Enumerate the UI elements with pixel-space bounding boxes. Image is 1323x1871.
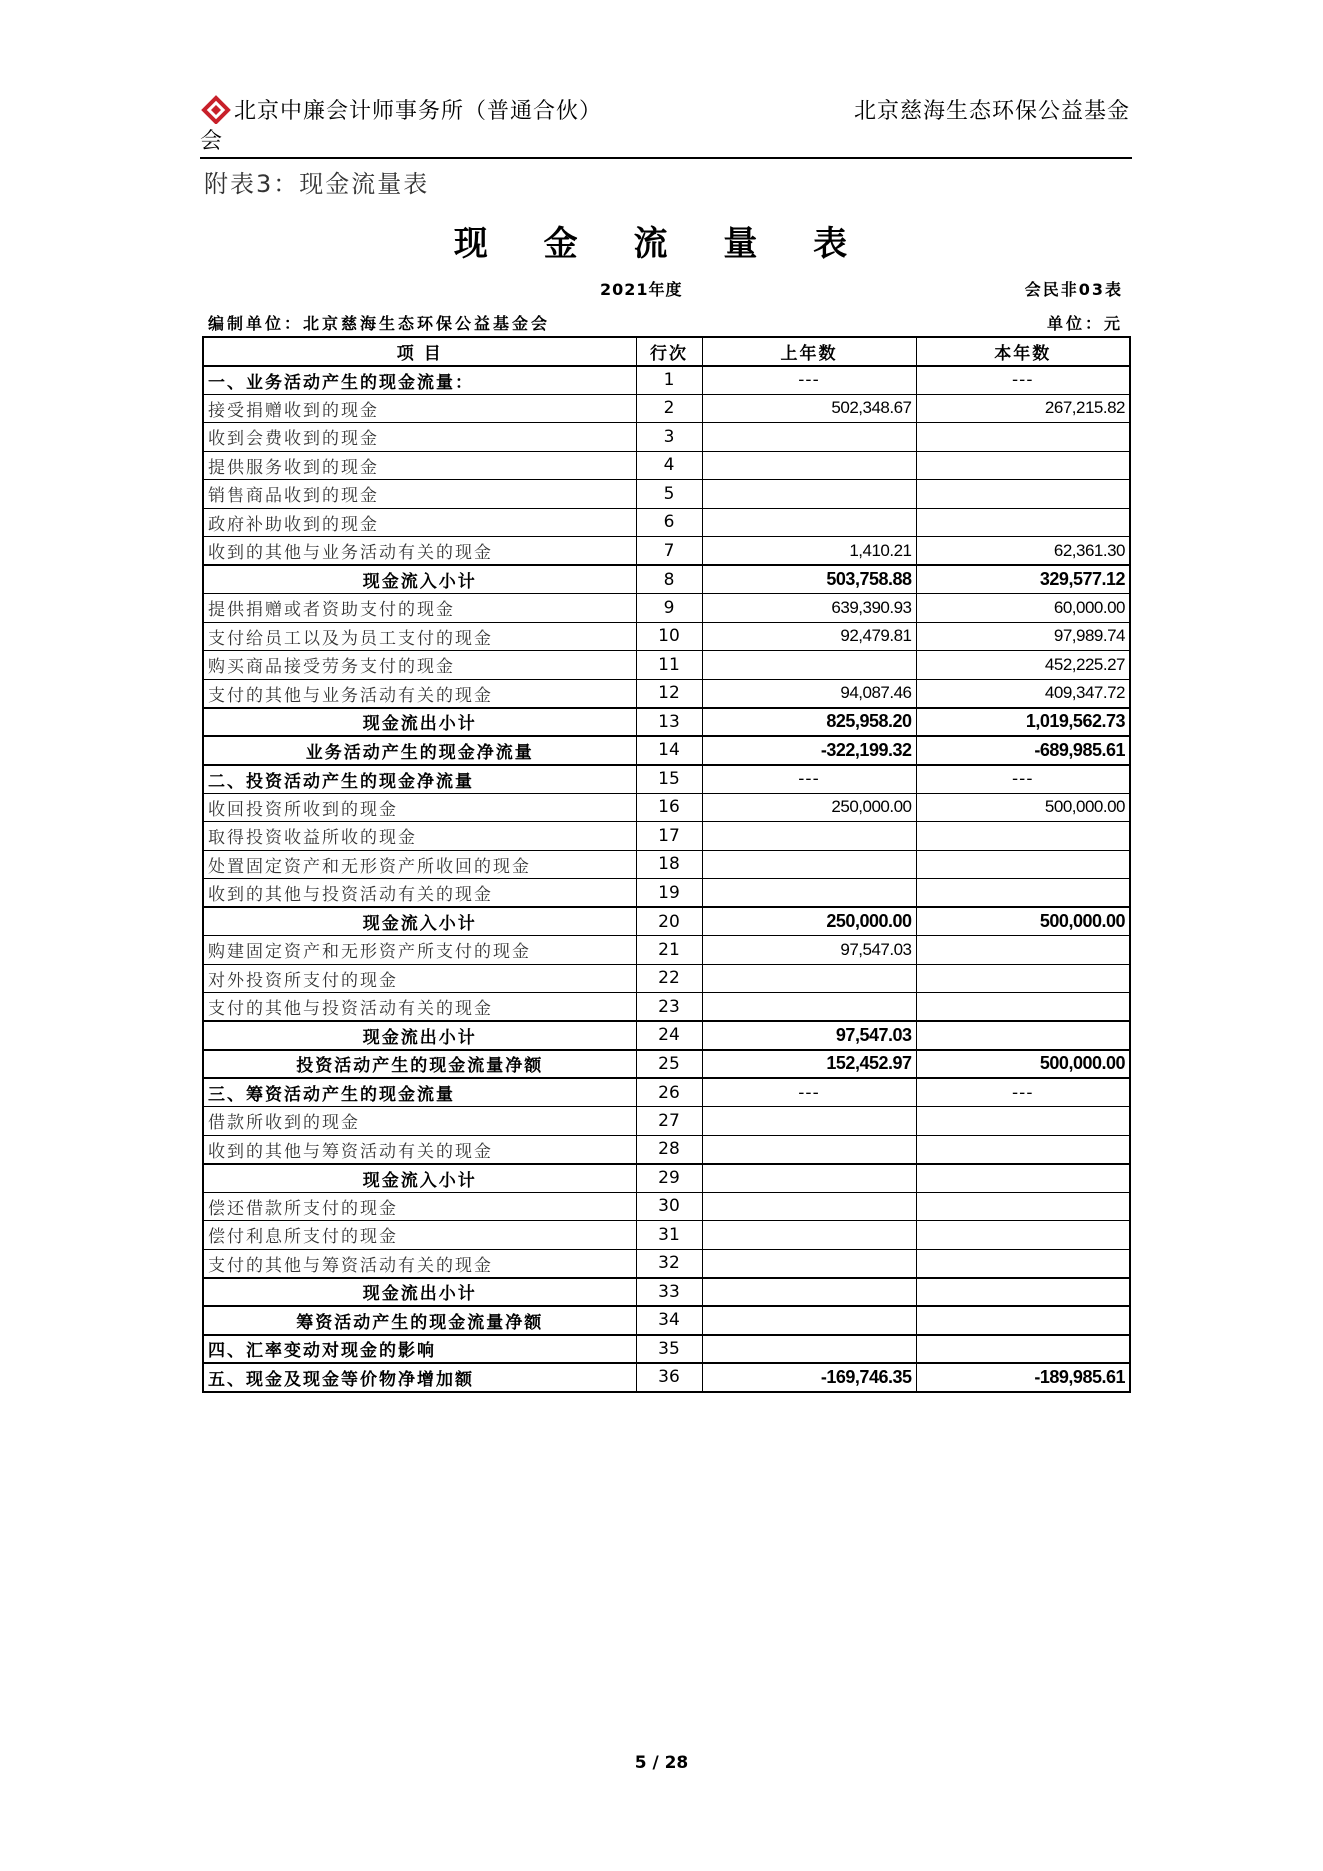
row-item: 业务活动产生的现金净流量 (203, 736, 636, 765)
table-row (203, 822, 1130, 851)
table-row (203, 480, 1130, 509)
report-year: 2021年度 (600, 280, 683, 299)
row-number: 10 (636, 622, 702, 651)
table-row (203, 736, 1130, 765)
prior-year-value: -322,199.32 (702, 736, 916, 765)
table-row (203, 394, 1130, 423)
prior-year-value: 97,547.03 (702, 1021, 916, 1050)
row-item: 现金流出小计 (203, 1021, 636, 1050)
table-row (203, 879, 1130, 908)
table-row (203, 850, 1130, 879)
row-number: 5 (636, 480, 702, 509)
header-divider (200, 157, 1132, 159)
table-row (203, 594, 1130, 623)
table-row (203, 993, 1130, 1022)
attachment-label: 附表3：现金流量表 (204, 170, 430, 198)
table-row (203, 622, 1130, 651)
prior-year-value (702, 822, 916, 851)
table-row (203, 765, 1130, 794)
prior-year-value (702, 1135, 916, 1164)
row-number: 1 (636, 366, 702, 395)
row-number: 12 (636, 679, 702, 708)
row-number: 22 (636, 964, 702, 993)
current-year-value (916, 1164, 1130, 1193)
prior-year-value: 502,348.67 (702, 394, 916, 423)
column-header-row-no: 行次 (636, 337, 702, 366)
row-item: 投资活动产生的现金流量净额 (203, 1050, 636, 1079)
current-year-value: 409,347.72 (916, 679, 1130, 708)
table-row (203, 1078, 1130, 1107)
currency-unit: 单位：元 (1046, 314, 1123, 333)
row-item: 购建固定资产和无形资产所支付的现金 (203, 936, 636, 965)
prior-year-value (702, 480, 916, 509)
prior-year-value (702, 850, 916, 879)
row-item: 偿还借款所支付的现金 (203, 1192, 636, 1221)
row-item: 五、现金及现金等价物净增加额 (203, 1363, 636, 1392)
current-year-value: -689,985.61 (916, 736, 1130, 765)
row-item: 支付的其他与业务活动有关的现金 (203, 679, 636, 708)
prior-year-value (702, 1335, 916, 1364)
prior-year-value (702, 451, 916, 480)
table-row (203, 451, 1130, 480)
prepared-by: 编制单位：北京慈海生态环保公益基金会 (208, 314, 551, 333)
prior-year-value (702, 1221, 916, 1250)
row-item: 收到的其他与投资活动有关的现金 (203, 879, 636, 908)
current-year-value (916, 480, 1130, 509)
current-year-value (916, 879, 1130, 908)
current-year-value (916, 1135, 1130, 1164)
page-number: 5 / 28 (634, 1753, 689, 1773)
table-row (203, 936, 1130, 965)
row-number: 31 (636, 1221, 702, 1250)
current-year-value: --- (916, 1078, 1130, 1107)
current-year-value: 500,000.00 (916, 793, 1130, 822)
current-year-value: 62,361.30 (916, 537, 1130, 566)
current-year-value (916, 936, 1130, 965)
row-number: 20 (636, 907, 702, 936)
page-title: 现 金 流 量 表 (453, 224, 870, 264)
row-number: 36 (636, 1363, 702, 1392)
row-number: 25 (636, 1050, 702, 1079)
table-row (203, 1278, 1130, 1307)
row-item: 筹资活动产生的现金流量净额 (203, 1306, 636, 1335)
row-item: 对外投资所支付的现金 (203, 964, 636, 993)
row-number: 3 (636, 423, 702, 452)
table-row (203, 423, 1130, 452)
table-row (203, 1107, 1130, 1136)
row-number: 26 (636, 1078, 702, 1107)
row-number: 7 (636, 537, 702, 566)
table-row (203, 907, 1130, 936)
current-year-value (916, 964, 1130, 993)
prior-year-value (702, 1107, 916, 1136)
row-item: 收到的其他与筹资活动有关的现金 (203, 1135, 636, 1164)
prior-year-value (702, 964, 916, 993)
row-item: 现金流入小计 (203, 565, 636, 594)
prior-year-value: 825,958.20 (702, 708, 916, 737)
row-item: 借款所收到的现金 (203, 1107, 636, 1136)
column-header-prior-year: 上年数 (702, 337, 916, 366)
row-number: 33 (636, 1278, 702, 1307)
table-row (203, 1363, 1130, 1392)
prior-year-value: --- (702, 765, 916, 794)
prior-year-value (702, 508, 916, 537)
row-item: 偿付利息所支付的现金 (203, 1221, 636, 1250)
row-number: 2 (636, 394, 702, 423)
row-item: 提供服务收到的现金 (203, 451, 636, 480)
row-number: 16 (636, 793, 702, 822)
row-item: 收到的其他与业务活动有关的现金 (203, 537, 636, 566)
table-row (203, 679, 1130, 708)
prior-year-value (702, 1192, 916, 1221)
table-row (203, 1164, 1130, 1193)
client-name-continued: 会 (200, 129, 223, 154)
table-row (203, 1249, 1130, 1278)
row-number: 21 (636, 936, 702, 965)
table-row (203, 1135, 1130, 1164)
current-year-value (916, 423, 1130, 452)
row-item: 收到会费收到的现金 (203, 423, 636, 452)
table-row (203, 366, 1130, 395)
current-year-value: 267,215.82 (916, 394, 1130, 423)
prior-year-value: --- (702, 1078, 916, 1107)
row-item: 销售商品收到的现金 (203, 480, 636, 509)
table-row (203, 708, 1130, 737)
current-year-value: 60,000.00 (916, 594, 1130, 623)
table-row (203, 537, 1130, 566)
row-number: 27 (636, 1107, 702, 1136)
row-item: 取得投资收益所收的现金 (203, 822, 636, 851)
current-year-value: 329,577.12 (916, 565, 1130, 594)
row-number: 19 (636, 879, 702, 908)
column-header-item: 项 目 (203, 337, 636, 366)
row-item: 收回投资所收到的现金 (203, 793, 636, 822)
prior-year-value (702, 651, 916, 680)
row-item: 现金流出小计 (203, 1278, 636, 1307)
row-item: 四、汇率变动对现金的影响 (203, 1335, 636, 1364)
current-year-value (916, 993, 1130, 1022)
current-year-value: --- (916, 366, 1130, 395)
prior-year-value: -169,746.35 (702, 1363, 916, 1392)
row-number: 24 (636, 1021, 702, 1050)
row-number: 29 (636, 1164, 702, 1193)
current-year-value: -189,985.61 (916, 1363, 1130, 1392)
row-number: 32 (636, 1249, 702, 1278)
cash-flow-table (202, 336, 1131, 1393)
row-number: 34 (636, 1306, 702, 1335)
row-item: 三、筹资活动产生的现金流量 (203, 1078, 636, 1107)
row-number: 9 (636, 594, 702, 623)
row-item: 接受捐赠收到的现金 (203, 394, 636, 423)
current-year-value (916, 1306, 1130, 1335)
row-item: 二、投资活动产生的现金净流量 (203, 765, 636, 794)
prior-year-value (702, 879, 916, 908)
current-year-value (916, 1335, 1130, 1364)
current-year-value (916, 1021, 1130, 1050)
prior-year-value: 97,547.03 (702, 936, 916, 965)
row-number: 4 (636, 451, 702, 480)
table-row (203, 1335, 1130, 1364)
row-item: 支付的其他与筹资活动有关的现金 (203, 1249, 636, 1278)
prior-year-value (702, 1278, 916, 1307)
current-year-value: 1,019,562.73 (916, 708, 1130, 737)
current-year-value (916, 451, 1130, 480)
current-year-value (916, 1249, 1130, 1278)
prior-year-value: 250,000.00 (702, 907, 916, 936)
client-name: 北京慈海生态环保公益基金 (853, 99, 1130, 124)
column-header-current-year: 本年数 (916, 337, 1130, 366)
firm-logo-icon (200, 94, 232, 124)
row-item: 一、业务活动产生的现金流量： (203, 366, 636, 395)
table-row (203, 651, 1130, 680)
current-year-value (916, 850, 1130, 879)
table-row (203, 1221, 1130, 1250)
row-number: 11 (636, 651, 702, 680)
prior-year-value: 503,758.88 (702, 565, 916, 594)
page-header (200, 94, 1130, 154)
prior-year-value (702, 1249, 916, 1278)
row-number: 17 (636, 822, 702, 851)
row-number: 23 (636, 993, 702, 1022)
prior-year-value (702, 1306, 916, 1335)
current-year-value: 500,000.00 (916, 907, 1130, 936)
row-number: 13 (636, 708, 702, 737)
row-number: 15 (636, 765, 702, 794)
form-number: 会民非03表 (1024, 280, 1123, 299)
prior-year-value: 250,000.00 (702, 793, 916, 822)
row-number: 30 (636, 1192, 702, 1221)
row-item: 购买商品接受劳务支付的现金 (203, 651, 636, 680)
current-year-value (916, 1278, 1130, 1307)
table-row (203, 1306, 1130, 1335)
table-row (203, 964, 1130, 993)
prior-year-value (702, 423, 916, 452)
row-number: 8 (636, 565, 702, 594)
table-row (203, 1050, 1130, 1079)
row-number: 14 (636, 736, 702, 765)
prior-year-value: --- (702, 366, 916, 395)
current-year-value: 452,225.27 (916, 651, 1130, 680)
row-item: 支付的其他与投资活动有关的现金 (203, 993, 636, 1022)
prior-year-value: 92,479.81 (702, 622, 916, 651)
row-item: 现金流入小计 (203, 1164, 636, 1193)
row-item: 政府补助收到的现金 (203, 508, 636, 537)
row-item: 现金流出小计 (203, 708, 636, 737)
table-row (203, 508, 1130, 537)
current-year-value: 500,000.00 (916, 1050, 1130, 1079)
prior-year-value: 639,390.93 (702, 594, 916, 623)
prior-year-value (702, 993, 916, 1022)
row-number: 6 (636, 508, 702, 537)
row-number: 18 (636, 850, 702, 879)
current-year-value (916, 822, 1130, 851)
prior-year-value (702, 1164, 916, 1193)
prior-year-value: 152,452.97 (702, 1050, 916, 1079)
table-row (203, 793, 1130, 822)
table-row (203, 1192, 1130, 1221)
row-number: 28 (636, 1135, 702, 1164)
row-item: 现金流入小计 (203, 907, 636, 936)
prior-year-value: 1,410.21 (702, 537, 916, 566)
row-item: 提供捐赠或者资助支付的现金 (203, 594, 636, 623)
table-row (203, 565, 1130, 594)
row-item: 处置固定资产和无形资产所收回的现金 (203, 850, 636, 879)
firm-name: 北京中廉会计师事务所（普通合伙） (234, 99, 603, 124)
current-year-value (916, 1107, 1130, 1136)
row-item: 支付给员工以及为员工支付的现金 (203, 622, 636, 651)
current-year-value: 97,989.74 (916, 622, 1130, 651)
prior-year-value: 94,087.46 (702, 679, 916, 708)
current-year-value (916, 1192, 1130, 1221)
current-year-value (916, 1221, 1130, 1250)
row-number: 35 (636, 1335, 702, 1364)
table-row (203, 1021, 1130, 1050)
current-year-value: --- (916, 765, 1130, 794)
current-year-value (916, 508, 1130, 537)
table-header-row (203, 337, 1130, 366)
